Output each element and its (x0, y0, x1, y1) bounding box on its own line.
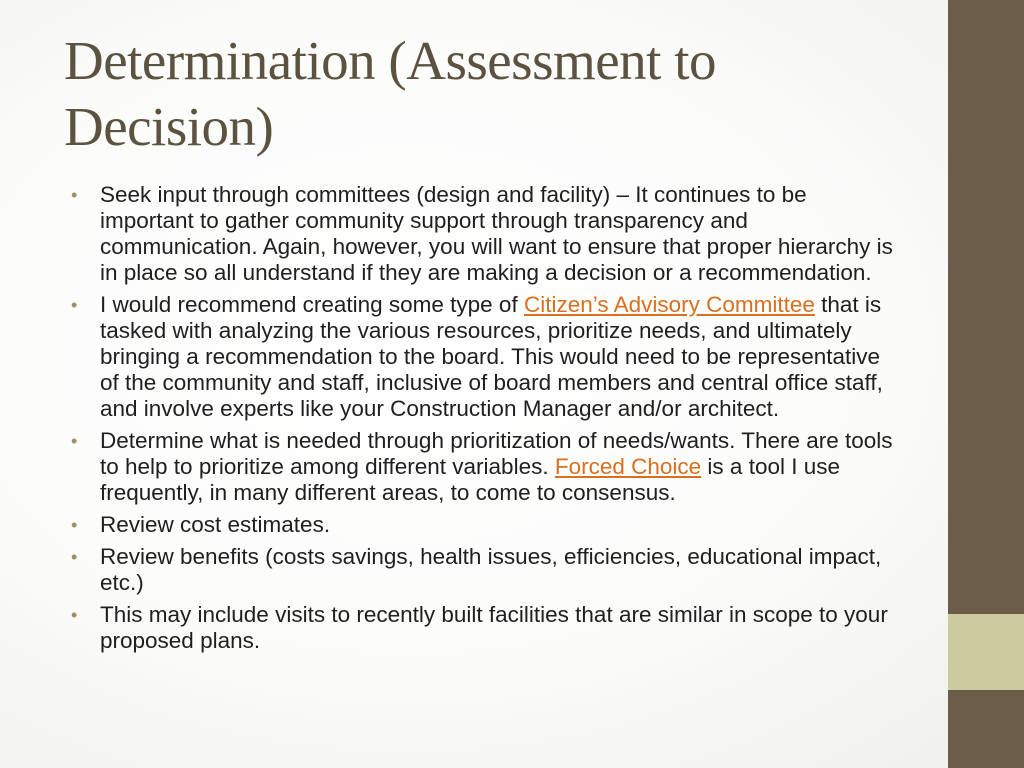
bullet-dot-icon: • (71, 515, 78, 535)
bullet-text-before: Determine what is needed through prioritization of needs/wants. There are tools to help to prioritize among different variables. (100, 428, 893, 479)
bullet-item-prioritization (71, 428, 900, 506)
bullet-text: Seek input through committees (design and facility) – It continues to be important to gather community support through transparency and communication. Again, however, you will want to ensure that proper hierarchy is in place so all understand if they are making a decision or a recommendation. (100, 182, 893, 285)
bullet-list (71, 182, 900, 660)
bullet-dot-icon: • (71, 295, 78, 315)
bullet-dot-icon: • (71, 547, 78, 567)
forced-choice-link[interactable]: Forced Choice (554, 454, 702, 479)
sidebar-decoration-top (948, 0, 1024, 614)
citizens-advisory-committee-link[interactable]: Citizen’s Advisory Committee (523, 292, 815, 317)
slide-title: Determination (Assessment to Decision) (64, 30, 716, 157)
bullet-text-before: I would recommend creating some type of (100, 292, 524, 317)
bullet-text-after: is a tool I use frequently, in many different areas, to come to consensus. (100, 454, 840, 505)
bullet-text: Review cost estimates. (100, 512, 331, 537)
sidebar-decoration-bottom (948, 690, 1024, 768)
bullet-item-benefits (71, 544, 900, 596)
bullet-text: Review benefits (costs savings, health issues, efficiencies, educational impact, etc.) (100, 544, 882, 595)
bullet-dot-icon: • (71, 431, 78, 451)
bullet-item-advisory-committee (71, 292, 900, 422)
sidebar-decoration-accent (948, 614, 1024, 690)
bullet-item-site-visits (71, 602, 900, 654)
bullet-text-after: that is tasked with analyzing the various resources, prioritize needs, and ultimately bringing a recommendation to the board. This would need to be representative of the community and staff, inclusive of board members and central office staff, and involve experts like your Construction Manager and/or architect. (100, 292, 883, 421)
bullet-item-committees (71, 182, 900, 286)
bullet-dot-icon: • (71, 605, 78, 625)
bullet-dot-icon: • (71, 185, 78, 205)
bullet-item-cost-estimates (71, 512, 900, 538)
bullet-text: This may include visits to recently built facilities that are similar in scope to your proposed plans. (100, 602, 888, 653)
